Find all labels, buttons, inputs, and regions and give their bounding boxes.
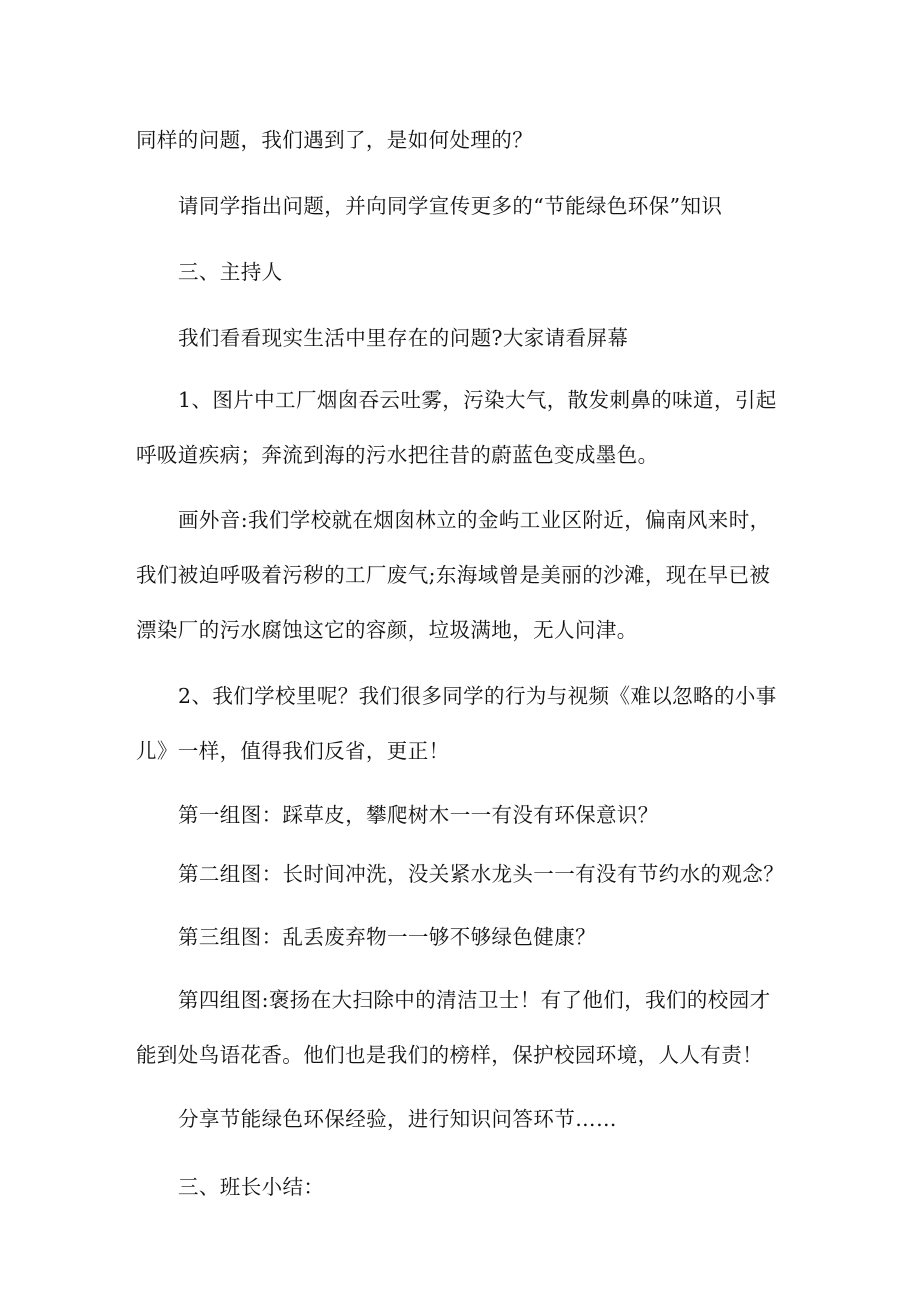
paragraph-followup-question: 同样的问题，我们遇到了，是如何处理的？ — [136, 128, 534, 152]
section-heading-host: 三、主持人 — [178, 260, 283, 284]
paragraph-student-task: 请同学指出问题，并向同学宣传更多的“节能绿色环保”知识 — [178, 194, 723, 218]
paragraph-intro-problems: 我们看看现实生活中里存在的问题?大家请看屏幕 — [178, 326, 629, 350]
paragraph-group-4: 第四组图:褒扬在大扫除中的清洁卫士！有了他们，我们的校园才能到处鸟语花香。他们也是我们的榜样，保护校园环境，人人有责！ — [136, 988, 771, 1067]
section-heading-monitor-summary: 三、班长小结： — [178, 1175, 325, 1199]
paragraph-group-3: 第三组图：乱丢废弃物一一够不够绿色健康？ — [178, 925, 596, 949]
paragraph-item-2-school: 2、我们学校里呢？我们很多同学的行为与视频《难以忽略的小事儿》一样，值得我们反省，更正！ — [136, 684, 777, 763]
paragraph-voiceover: 画外音:我们学校就在烟囱林立的金屿工业区附近，偏南风来时，我们被迫呼吸着污秽的工厂废气;东海域曾是美丽的沙滩，现在早已被漂染厂的污水腐蚀这它的容颜，垃圾满地，无人问津。 — [136, 508, 771, 642]
paragraph-item-1-factory: 1、图片中工厂烟囱吞云吐雾，污染大气，散发刺鼻的味道，引起呼吸道疾病；奔流到海的污水把往昔的蔚蓝色变成墨色。 — [136, 388, 777, 467]
paragraph-share-experience: 分享节能绿色环保经验，进行知识问答环节…… — [178, 1107, 617, 1131]
paragraph-group-2: 第二组图：长时间冲洗，没关紧水龙头一一有没有节约水的观念？ — [178, 862, 785, 886]
paragraph-group-1: 第一组图：踩草皮，攀爬树木一一有没有环保意识？ — [178, 803, 659, 827]
